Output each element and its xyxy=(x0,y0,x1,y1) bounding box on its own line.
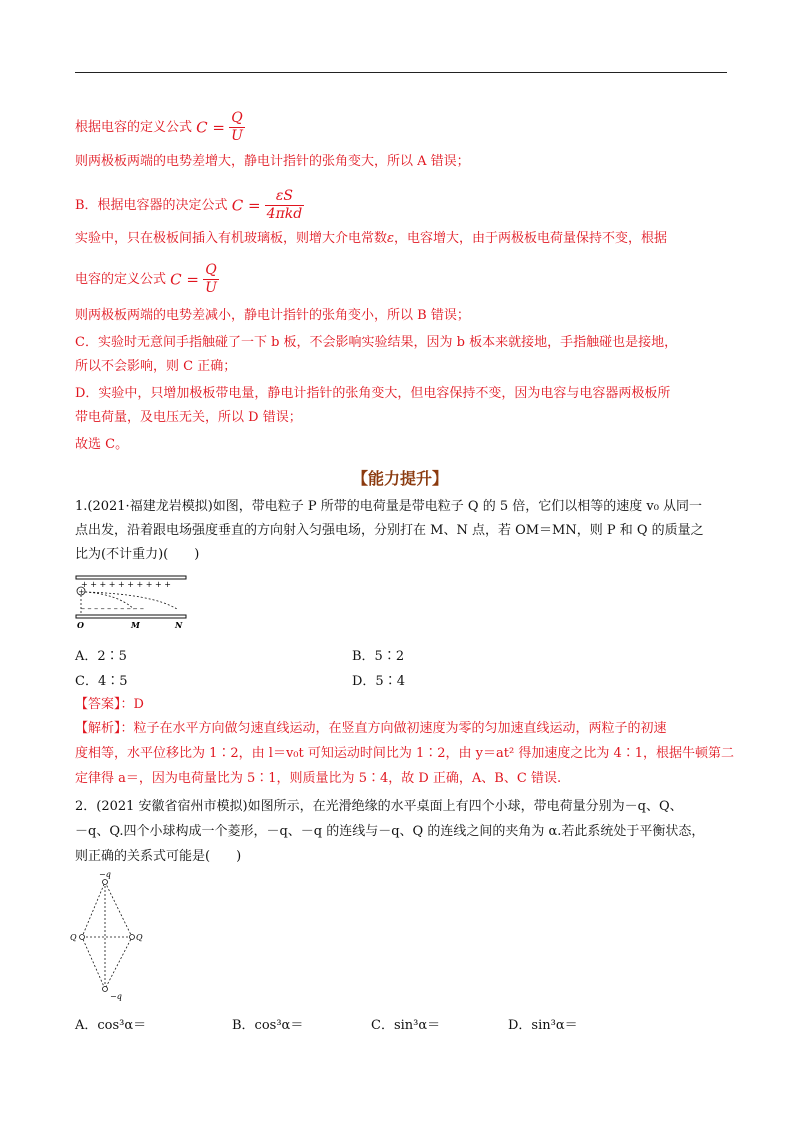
fraction-numerator: Q xyxy=(203,262,219,280)
conclusion-b: 则两极板两端的电势差减小，静电计指针的张角变小，所以 B 错误； xyxy=(75,308,470,323)
answer-label: 【答案】： xyxy=(75,697,134,712)
plus-charges: + + + + + + + + + + xyxy=(81,580,171,589)
fraction-numerator: Q xyxy=(229,110,245,128)
q2-option-d[interactable]: D．sin³α＝ xyxy=(508,1018,578,1033)
q1-stem-2: 点出发，沿着跟电场强度垂直的方向射入匀强电场，分别打在 M、N 点，若 OM＝MN，则 P 和 Q 的质量之 xyxy=(75,523,704,538)
formula-fraction xyxy=(203,262,219,297)
label-n: N xyxy=(175,620,183,630)
q1-stem-1: 1.(2021·福建龙岩模拟)如图，带电粒子 P 所带的电荷量是带电粒子 Q 的 5 倍，它们以相等的速度 v₀ 从同一 xyxy=(75,499,703,514)
q2-option-b[interactable]: B．cos³α＝ xyxy=(232,1018,304,1033)
q1-analysis-3: 定律得 a＝，因为电荷量比为 5∶1，则质量比为 5∶4，故 D 正确，A、B、C 错误. xyxy=(75,771,562,786)
conclusion-a: 则两极板两端的电势差增大，静电计指针的张角变大，所以 A 错误； xyxy=(75,154,470,169)
q2-stem-1: 2．(2021 安徽省宿州市模拟)如图所示，在光滑绝缘的水平桌面上有四个小球，带电荷量分别为－q、Q、 xyxy=(75,799,683,814)
fraction-denominator: 4πkd xyxy=(266,206,303,222)
q2-rhombus-diagram xyxy=(68,868,158,1008)
q1-analysis-2: 度相等，水平位移比为 1∶2，由 l＝v₀t 可知运动时间比为 1∶2，由 y＝at² 得加速度之比为 4∶1，根据牛顿第二 xyxy=(75,746,735,761)
label-o: O xyxy=(77,620,84,630)
q1-field-diagram xyxy=(72,572,192,634)
header-rule xyxy=(75,72,727,73)
option-d-analysis-cont: 带电荷量，及电压无关，所以 D 错误； xyxy=(75,410,302,425)
capacitance-definition-text: 根据电容的定义公式 xyxy=(75,120,193,135)
q2-option-c[interactable]: C．sin³α＝ xyxy=(371,1018,441,1033)
fraction-denominator: U xyxy=(231,128,243,144)
particle-plus: + xyxy=(78,588,85,596)
q1-option-d[interactable]: D．5∶4 xyxy=(352,674,405,689)
formula-lhs: C = xyxy=(231,196,261,215)
answer-value: D xyxy=(133,697,144,712)
rhombus-outline xyxy=(82,882,132,989)
option-b-analysis-line xyxy=(75,188,304,223)
left-charge-icon xyxy=(80,935,85,940)
epsilon-symbol: ε xyxy=(387,231,394,246)
right-label: Q xyxy=(136,933,143,942)
q2-option-a[interactable]: A．cos³α＝ xyxy=(75,1018,147,1033)
experiment-line xyxy=(75,230,667,248)
capacitance-definition-text: 电容的定义公式 xyxy=(75,272,167,287)
left-label: Q xyxy=(70,933,77,942)
q1-option-a[interactable]: A．2∶5 xyxy=(75,649,127,664)
fraction-numerator: εS xyxy=(265,188,305,206)
q1-option-c[interactable]: C．4∶5 xyxy=(75,674,128,689)
bottom-label: −q xyxy=(110,992,122,1001)
capacitance-definition-line xyxy=(75,110,245,145)
q1-analysis-1 xyxy=(75,720,667,738)
q1-stem-3: 比为(不计重力)( ) xyxy=(75,547,200,562)
experiment-text-a: 实验中，只在极板间插入有机玻璃板，则增大介电常数 xyxy=(75,231,388,246)
right-charge-icon xyxy=(130,935,135,940)
top-charge-icon xyxy=(103,880,108,885)
label-m: M xyxy=(131,620,140,630)
option-c-analysis-cont: 所以不会影响，则 C 正确； xyxy=(75,359,237,374)
q2-stem-2: －q、Q.四个小球构成一个菱形，－q、－q 的连线与－q、Q 的连线之间的夹角为 α.若此系统处于平衡状态， xyxy=(75,824,705,839)
analysis-text-1: 粒子在水平方向做匀速直线运动，在竖直方向做初速度为零的匀加速直线运动，两粒子的初速 xyxy=(133,721,667,736)
formula-lhs: C = xyxy=(196,118,225,137)
q1-option-b[interactable]: B．5∶2 xyxy=(352,649,405,664)
q2-stem-3: 则正确的关系式可能是( ) xyxy=(75,849,242,864)
bottom-charge-icon xyxy=(103,987,108,992)
section-title: 【能力提升】 xyxy=(351,469,448,488)
final-choice: 故选 C。 xyxy=(75,437,129,452)
formula-lhs: C = xyxy=(170,270,199,289)
formula-fraction xyxy=(265,188,305,223)
option-d-analysis: D．实验中，只增加极板带电量，静电计指针的张角变大，但电容保持不变，因为电容与电容器两极板所 xyxy=(75,386,671,401)
capacitance-definition-line-2 xyxy=(75,262,219,297)
analysis-label: 【解析】： xyxy=(75,721,134,736)
minus-charges: – – – – – – – – – – xyxy=(81,604,144,613)
experiment-text-b: ，电容增大，由于两极板电荷量保持不变，根据 xyxy=(394,231,668,246)
q1-answer xyxy=(75,696,144,714)
fraction-denominator: U xyxy=(205,280,217,296)
option-c-analysis: C．实验时无意间手指触碰了一下 b 板，不会影响实验结果，因为 b 板本来就接地，手指触碰也是接地， xyxy=(75,335,678,350)
top-plate xyxy=(76,576,186,579)
top-label: −q xyxy=(99,870,111,879)
option-b-text: B．根据电容器的决定公式 xyxy=(75,198,228,213)
formula-fraction xyxy=(229,110,245,145)
bottom-plate xyxy=(76,615,186,618)
